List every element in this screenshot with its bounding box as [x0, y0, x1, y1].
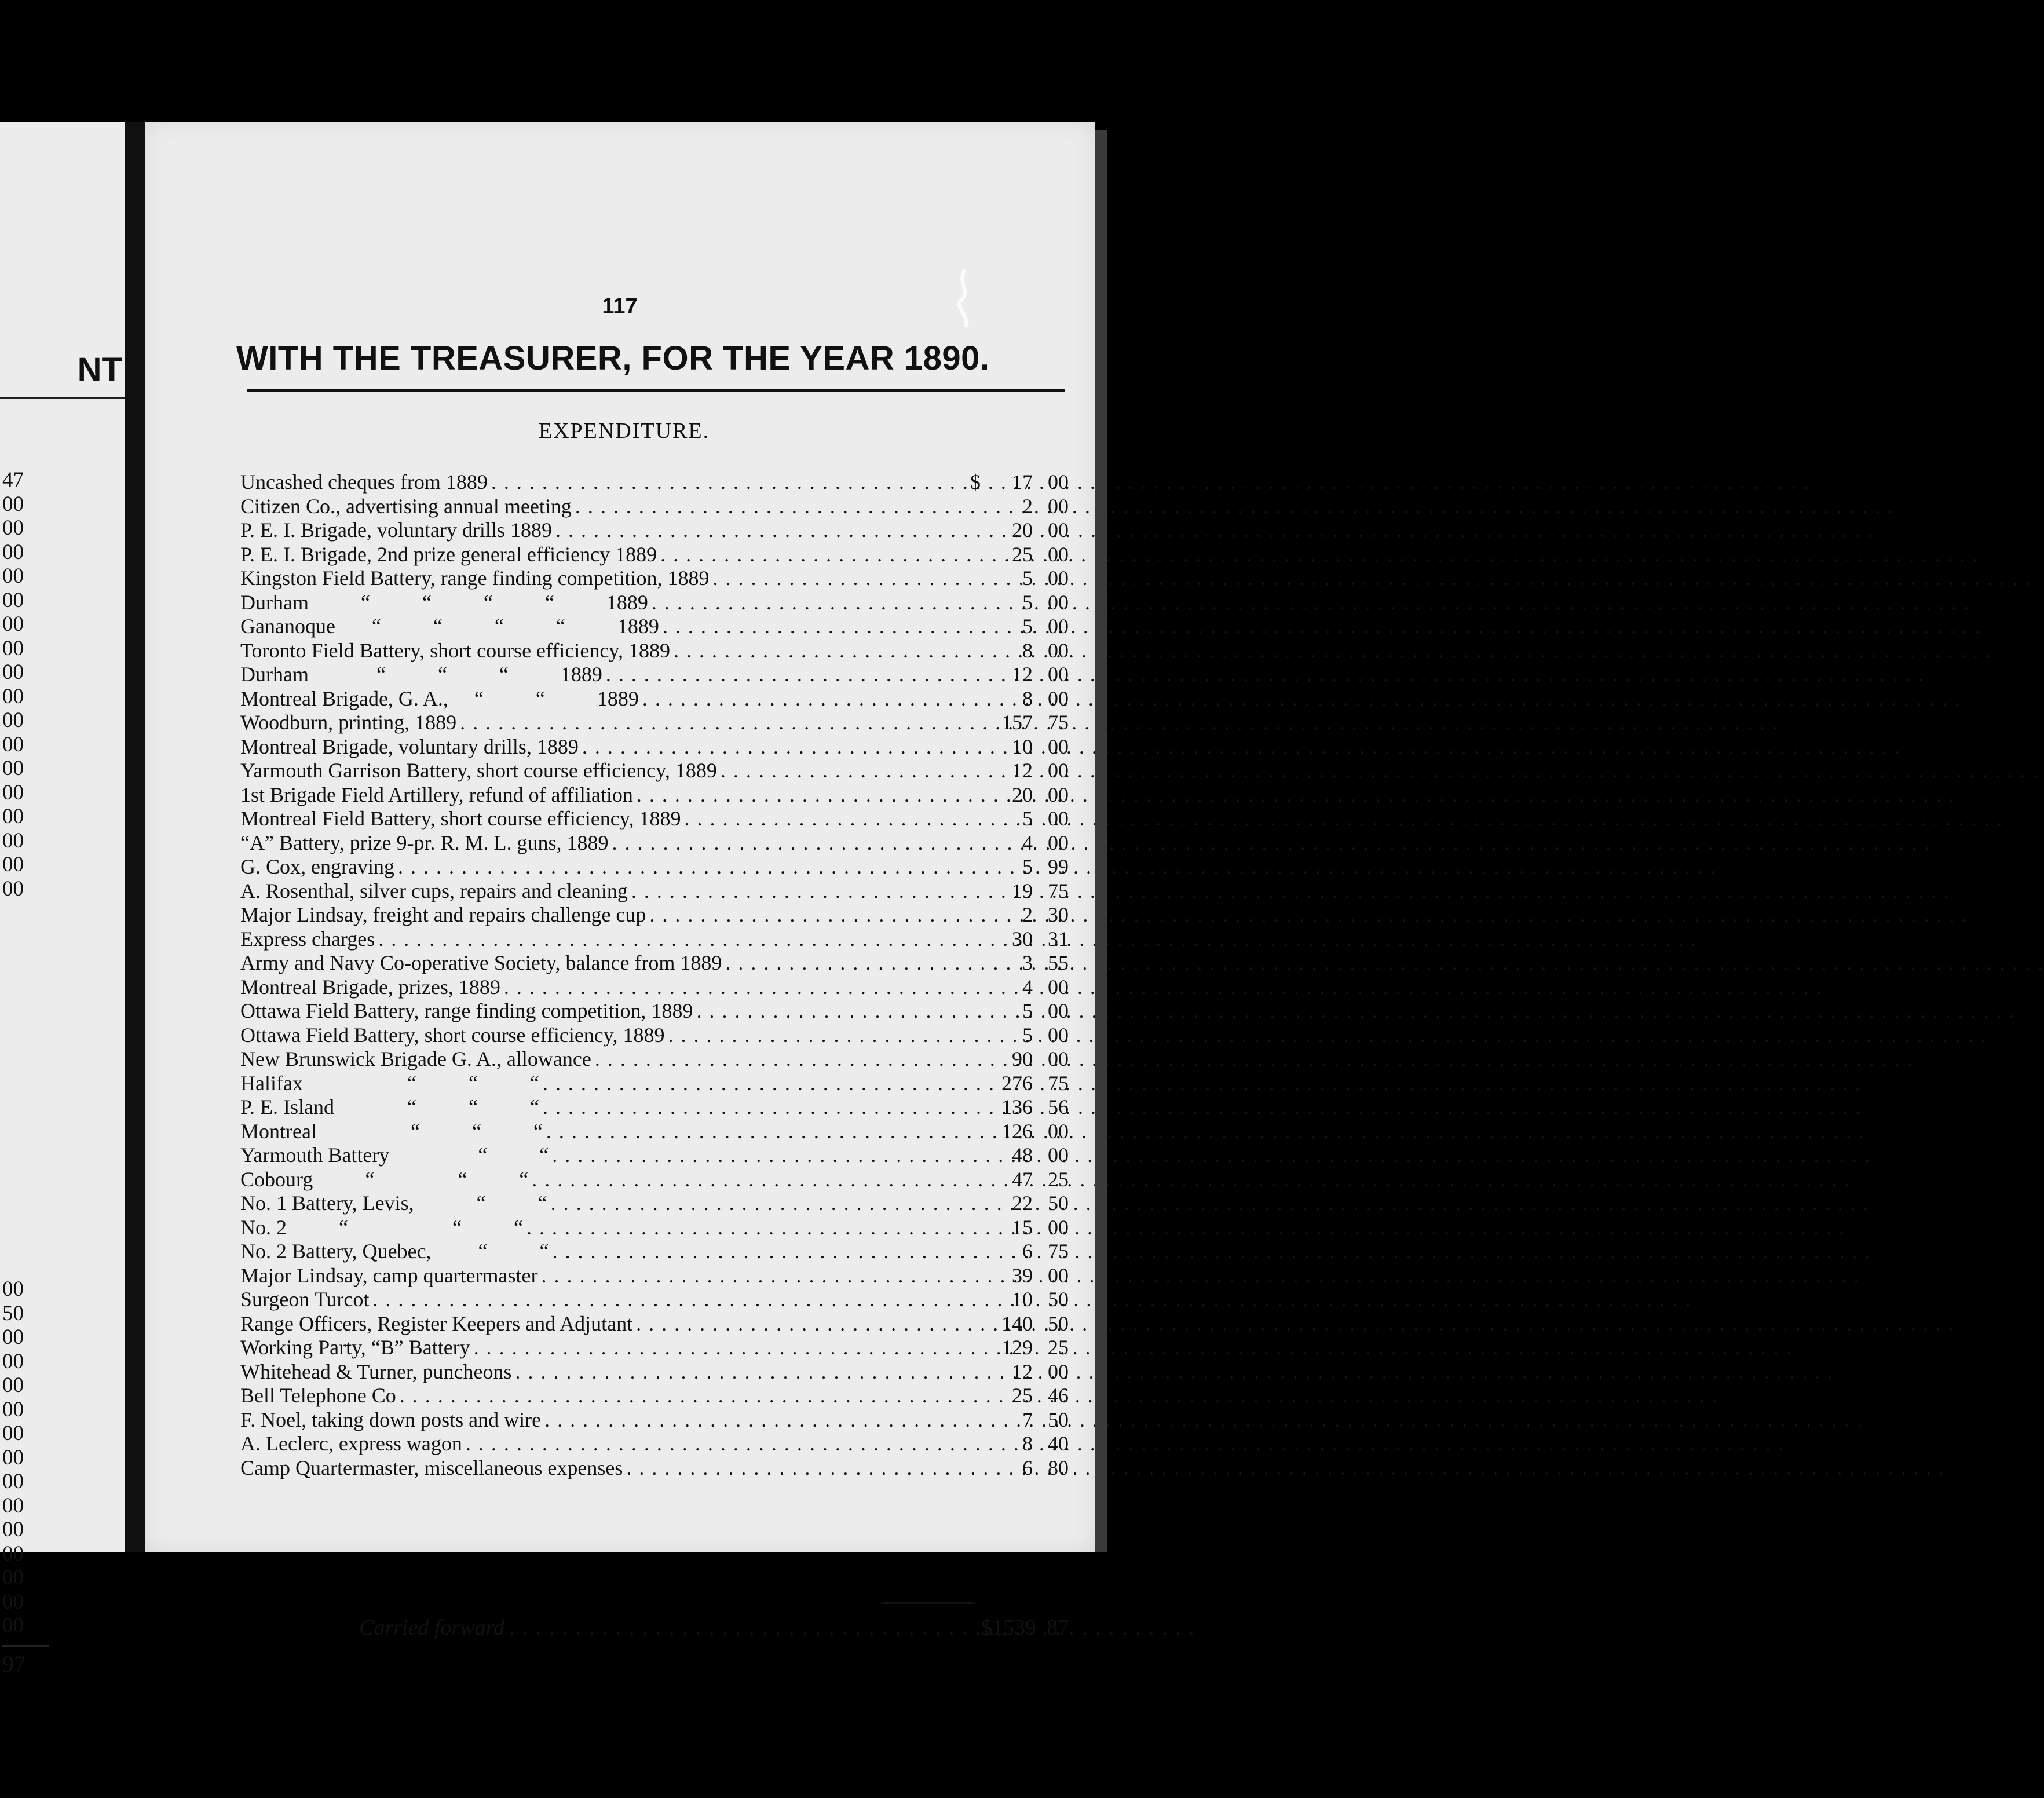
entry-description: Bell Telephone Co . . . — [240, 1383, 970, 1408]
left-page-fragment — [0, 122, 125, 1677]
left-heading-fragment: NT — [77, 351, 122, 389]
entry-dollars: 22 — [1012, 1192, 1033, 1215]
ledger-row — [240, 1311, 1069, 1336]
ledger-row — [240, 734, 1069, 759]
left-amount: 00 — [2, 1541, 24, 1566]
entry-description: Uncashed cheques from 1889 . . . — [240, 470, 970, 494]
ledger-row — [240, 614, 1069, 638]
ledger-row — [240, 1287, 1069, 1311]
ledger-row — [240, 662, 1069, 686]
entry-dollars: 136 — [1001, 1095, 1033, 1119]
entry-description: Working Party, “B” Battery . . . — [240, 1335, 970, 1360]
entry-dollars: 47 — [1012, 1167, 1033, 1191]
ledger-row — [240, 1431, 1069, 1456]
left-amount: 00 — [2, 516, 24, 540]
left-heading-rule — [0, 397, 125, 399]
left-amount: 00 — [2, 1445, 24, 1470]
carried-forward-label: Carried forward . . . — [240, 1615, 970, 1640]
entry-dollars: 5 — [1022, 615, 1033, 638]
left-amount: 00 — [2, 757, 24, 780]
entry-cents: 50 — [1048, 1288, 1069, 1311]
entry-cents: 00 — [1048, 1215, 1069, 1239]
ledger-row — [240, 590, 1069, 615]
ledger-row — [240, 566, 1069, 590]
entry-cents: 00 — [1048, 831, 1069, 854]
ledger-page — [145, 122, 1095, 1640]
entry-dollars: 90 — [1012, 1047, 1033, 1070]
entry-description: Halifax “ “ “ . . . — [240, 1071, 970, 1095]
left-amount: 00 — [2, 1277, 24, 1301]
entry-cents: 75 — [1048, 879, 1069, 902]
ledger-row — [240, 951, 1069, 975]
left-amount: 00 — [2, 1493, 24, 1518]
entry-cents: 00 — [1048, 470, 1069, 494]
left-amount: 00 — [2, 540, 24, 564]
ledger-row — [240, 1071, 1069, 1095]
entry-description: Range Officers, Register Keepers and Adjutant . . . — [240, 1311, 970, 1336]
ledger-row — [240, 1119, 1069, 1143]
page-edge — [1095, 130, 1107, 1552]
entry-cents: 00 — [1048, 999, 1069, 1022]
entry-description: Ottawa Field Battery, short course efficiency, 1889 . . . — [240, 1023, 970, 1047]
entry-cents: 00 — [1048, 975, 1069, 999]
entry-description: Cobourg “ “ “ . . . — [240, 1167, 970, 1192]
entry-cents: 99 — [1048, 855, 1069, 878]
entry-dollars: 20 — [1012, 518, 1033, 542]
entry-cents: 50 — [1048, 1311, 1069, 1335]
carried-forward-dollars: $1539 — [981, 1616, 1036, 1640]
ledger-row — [240, 1023, 1069, 1047]
entry-cents: 00 — [1048, 759, 1069, 782]
dollar-sign: $ — [970, 470, 981, 494]
entry-cents: 50 — [1048, 1408, 1069, 1431]
entry-description: P. E. I. Brigade, 2nd prize general efficiency 1889 . . . — [240, 542, 970, 567]
entry-description: Surgeon Turcot . . . — [240, 1287, 970, 1311]
left-lower-amounts — [2, 1277, 125, 1638]
left-amount: 00 — [2, 636, 24, 660]
left-amount: 00 — [2, 564, 24, 588]
ledger-row — [240, 1239, 1069, 1263]
entry-dollars: 5 — [1022, 999, 1033, 1022]
entry-cents: 00 — [1048, 1023, 1069, 1047]
entry-description: Montreal Brigade, G. A., “ “ 1889 . . . — [240, 686, 970, 711]
entry-dollars: 39 — [1012, 1263, 1033, 1287]
entry-description: G. Cox, engraving . . . — [240, 854, 970, 879]
entry-description: Express charges . . . — [240, 927, 970, 951]
entry-description: Ottawa Field Battery, range finding competition, 1889 . . . — [240, 999, 970, 1023]
entry-description: Durham “ “ “ 1889 . . . — [240, 662, 970, 686]
left-amount: 00 — [2, 1470, 24, 1493]
entry-description: Camp Quartermaster, miscellaneous expenses . . . — [240, 1456, 970, 1480]
entry-description: Montreal Brigade, prizes, 1889 . . . — [240, 975, 970, 999]
entry-description: No. 2 “ “ “ . . . — [240, 1215, 970, 1240]
left-amount: 00 — [2, 805, 24, 828]
entry-description: P. E. I. Brigade, voluntary drills 1889 . . . — [240, 518, 970, 542]
ledger-row — [240, 1191, 1069, 1215]
entry-description: A. Leclerc, express wagon . . . — [240, 1431, 970, 1456]
entry-dollars: 19 — [1012, 879, 1033, 902]
entry-cents: 25 — [1048, 1167, 1069, 1191]
left-amount: 00 — [2, 1373, 24, 1397]
entry-cents: 00 — [1048, 1119, 1069, 1143]
ledger-row — [240, 1263, 1069, 1288]
entry-dollars: 2 — [1022, 903, 1033, 926]
entry-dollars: 12 — [1012, 1360, 1033, 1383]
entry-dollars: 3 — [1022, 951, 1033, 974]
left-amount: 00 — [2, 1518, 24, 1541]
entry-description: A. Rosenthal, silver cups, repairs and cleaning . . . — [240, 879, 970, 903]
heading-rule — [247, 389, 1065, 392]
entry-description: F. Noel, taking down posts and wire . . . — [240, 1408, 970, 1432]
entry-description: No. 2 Battery, Quebec, “ “ . . . — [240, 1239, 970, 1263]
entry-cents: 00 — [1048, 807, 1069, 830]
entry-description: Citizen Co., advertising annual meeting . . . — [240, 494, 970, 518]
entry-cents: 00 — [1048, 1360, 1069, 1383]
entry-description: Major Lindsay, freight and repairs challenge cup . . . — [240, 902, 970, 927]
entry-dollars: 10 — [1012, 734, 1033, 758]
entry-description: No. 1 Battery, Levis, “ “ . . . — [240, 1191, 970, 1215]
entry-description: Toronto Field Battery, short course efficiency, 1889 . . . — [240, 638, 970, 663]
entry-cents: 75 — [1048, 1071, 1069, 1095]
entry-description: Whitehead & Turner, puncheons . . . — [240, 1360, 970, 1384]
entry-dollars: 4 — [1022, 831, 1033, 854]
section-title: EXPENDITURE. — [538, 419, 710, 443]
left-amount: 00 — [2, 708, 24, 732]
entry-description: P. E. Island “ “ “ . . . — [240, 1095, 970, 1119]
ledger-row — [240, 927, 1069, 951]
entry-dollars: 8 — [1022, 638, 1033, 662]
page-number: 117 — [602, 294, 638, 319]
left-amount: 00 — [2, 828, 24, 853]
entry-description: 1st Brigade Field Artillery, refund of affiliation . . . — [240, 783, 970, 807]
entry-dollars: 157 — [1001, 711, 1033, 734]
ledger-row — [240, 686, 1069, 711]
entry-cents: 00 — [1048, 1143, 1069, 1167]
entry-dollars: 5 — [1022, 590, 1033, 614]
entry-dollars: 276 — [1001, 1071, 1033, 1095]
ledger-row — [240, 1456, 1069, 1480]
entry-dollars: 5 — [1022, 1023, 1033, 1047]
ledger-row — [240, 638, 1069, 663]
ledger-row — [240, 879, 1069, 903]
entry-cents: 00 — [1048, 518, 1069, 542]
entry-dollars: 129 — [1001, 1336, 1033, 1359]
left-amount: 00 — [2, 660, 24, 684]
entry-dollars: 5 — [1022, 807, 1033, 830]
entry-cents: 00 — [1048, 542, 1069, 566]
left-amount: 00 — [2, 876, 24, 901]
entry-cents: 30 — [1048, 903, 1069, 926]
entry-cents: 40 — [1048, 1432, 1069, 1455]
ledger-row — [240, 783, 1069, 807]
entry-dollars: 6 — [1022, 1240, 1033, 1263]
left-amount: 00 — [2, 612, 24, 636]
ledger-row — [240, 710, 1069, 734]
entry-cents: 31 — [1048, 927, 1069, 951]
entry-dollars: 8 — [1022, 686, 1033, 710]
entry-description: Montreal Field Battery, short course efficiency, 1889 . . . — [240, 806, 970, 831]
ledger-row — [240, 470, 1069, 494]
entry-dollars: 8 — [1022, 1432, 1033, 1455]
entry-description: Kingston Field Battery, range finding competition, 1889 . . . — [240, 566, 970, 590]
left-amount: 00 — [2, 1397, 24, 1421]
entry-dollars: 25 — [1012, 1384, 1033, 1407]
entry-cents: 00 — [1048, 590, 1069, 614]
ledger-row — [240, 1360, 1069, 1384]
entry-description: “A” Battery, prize 9-pr. R. M. L. guns, 1889 . . . — [240, 831, 970, 855]
ledger-row — [240, 542, 1069, 567]
ledger-row — [240, 1408, 1069, 1432]
left-amount: 00 — [2, 1349, 24, 1373]
ledger-row — [240, 518, 1069, 542]
entry-description: Gananoque “ “ “ “ 1889 . . . — [240, 614, 970, 638]
entry-description: Yarmouth Garrison Battery, short course efficiency, 1889 . . . — [240, 758, 970, 783]
entry-description: Montreal “ “ “ . . . — [240, 1119, 970, 1143]
entry-cents: 75 — [1048, 711, 1069, 734]
entry-cents: 75 — [1048, 1240, 1069, 1263]
left-amount: 47 — [2, 468, 24, 492]
left-total-fragment: 97 — [2, 1645, 49, 1678]
entry-description: Yarmouth Battery “ “ . . . — [240, 1143, 970, 1167]
left-amount: 00 — [2, 780, 24, 805]
entry-description: Montreal Brigade, voluntary drills, 1889 . . . — [240, 734, 970, 759]
entry-dollars: 140 — [1001, 1311, 1033, 1335]
entry-dollars: 7 — [1022, 1408, 1033, 1431]
entry-cents: 50 — [1048, 1192, 1069, 1215]
ledger-row — [240, 1143, 1069, 1167]
left-amount: 00 — [2, 1566, 24, 1589]
expenditure-ledger — [240, 470, 1069, 1479]
ledger-row — [240, 758, 1069, 783]
entry-cents: 00 — [1048, 494, 1069, 518]
entry-cents: 80 — [1048, 1456, 1069, 1479]
ledger-row — [240, 1047, 1069, 1071]
entry-dollars: 4 — [1022, 975, 1033, 999]
ledger-row — [240, 854, 1069, 879]
entry-description: New Brunswick Brigade G. A., allowance . . . — [240, 1047, 970, 1071]
entry-dollars: 48 — [1012, 1143, 1033, 1167]
ledger-row — [240, 1215, 1069, 1240]
entry-cents: 55 — [1048, 951, 1069, 974]
entry-cents: 00 — [1048, 734, 1069, 758]
entry-dollars: 5 — [1022, 567, 1033, 590]
left-amount: 00 — [2, 853, 24, 876]
sum-rule — [881, 1602, 975, 1604]
entry-dollars: 12 — [1012, 663, 1033, 686]
entry-description: Major Lindsay, camp quartermaster . . . — [240, 1263, 970, 1288]
entry-dollars: 17 — [1012, 470, 1033, 494]
entry-cents: 00 — [1048, 1263, 1069, 1287]
entry-dollars: 12 — [1012, 759, 1033, 782]
ledger-row — [240, 999, 1069, 1023]
entry-cents: 00 — [1048, 567, 1069, 590]
entry-cents: 00 — [1048, 615, 1069, 638]
carried-forward-cents: 87 — [1047, 1616, 1069, 1640]
entry-dollars: 30 — [1012, 927, 1033, 951]
left-upper-amounts — [2, 468, 125, 901]
entry-cents: 00 — [1048, 638, 1069, 662]
page-heading: WITH THE TREASURER, FOR THE YEAR 1890. — [236, 339, 990, 377]
left-amount: 00 — [2, 1421, 24, 1445]
ledger-row — [240, 1383, 1069, 1408]
entry-cents: 00 — [1048, 1047, 1069, 1070]
entry-cents: 56 — [1048, 1095, 1069, 1119]
entry-description: Army and Navy Co-operative Society, balance from 1889 . . . — [240, 951, 970, 975]
book-gutter — [125, 122, 145, 1552]
entry-dollars: 5 — [1022, 855, 1033, 878]
ledger-row — [240, 975, 1069, 999]
ledger-row — [240, 831, 1069, 855]
entry-cents: 00 — [1048, 783, 1069, 806]
entry-description: Durham “ “ “ “ 1889 . . . — [240, 590, 970, 615]
entry-cents: 00 — [1048, 663, 1069, 686]
carried-forward-row — [240, 1615, 1069, 1640]
entry-description: Woodburn, printing, 1889 . . . — [240, 710, 970, 734]
ledger-row — [240, 494, 1069, 518]
left-amount: 00 — [2, 1325, 24, 1349]
ledger-row — [240, 1335, 1069, 1360]
ledger-row — [240, 806, 1069, 831]
ledger-row — [240, 902, 1069, 927]
left-amount: 00 — [2, 588, 24, 612]
left-amount: 00 — [2, 684, 24, 708]
entry-dollars: 6 — [1022, 1456, 1033, 1479]
entry-dollars: 10 — [1012, 1288, 1033, 1311]
entry-dollars: 15 — [1012, 1215, 1033, 1239]
ledger-row — [240, 1167, 1069, 1192]
entry-dollars: 20 — [1012, 783, 1033, 806]
ledger-row — [240, 1095, 1069, 1119]
entry-dollars: 126 — [1001, 1119, 1033, 1143]
left-amount: 00 — [2, 1589, 24, 1614]
entry-cents: 46 — [1048, 1384, 1069, 1407]
left-amount: 00 — [2, 1614, 24, 1638]
left-amount: 00 — [2, 732, 24, 757]
left-amount: 00 — [2, 492, 24, 516]
entry-dollars: 25 — [1012, 542, 1033, 566]
entry-cents: 25 — [1048, 1336, 1069, 1359]
entry-cents: 00 — [1048, 686, 1069, 710]
left-amount: 50 — [2, 1301, 24, 1325]
entry-dollars: 2 — [1022, 494, 1033, 518]
